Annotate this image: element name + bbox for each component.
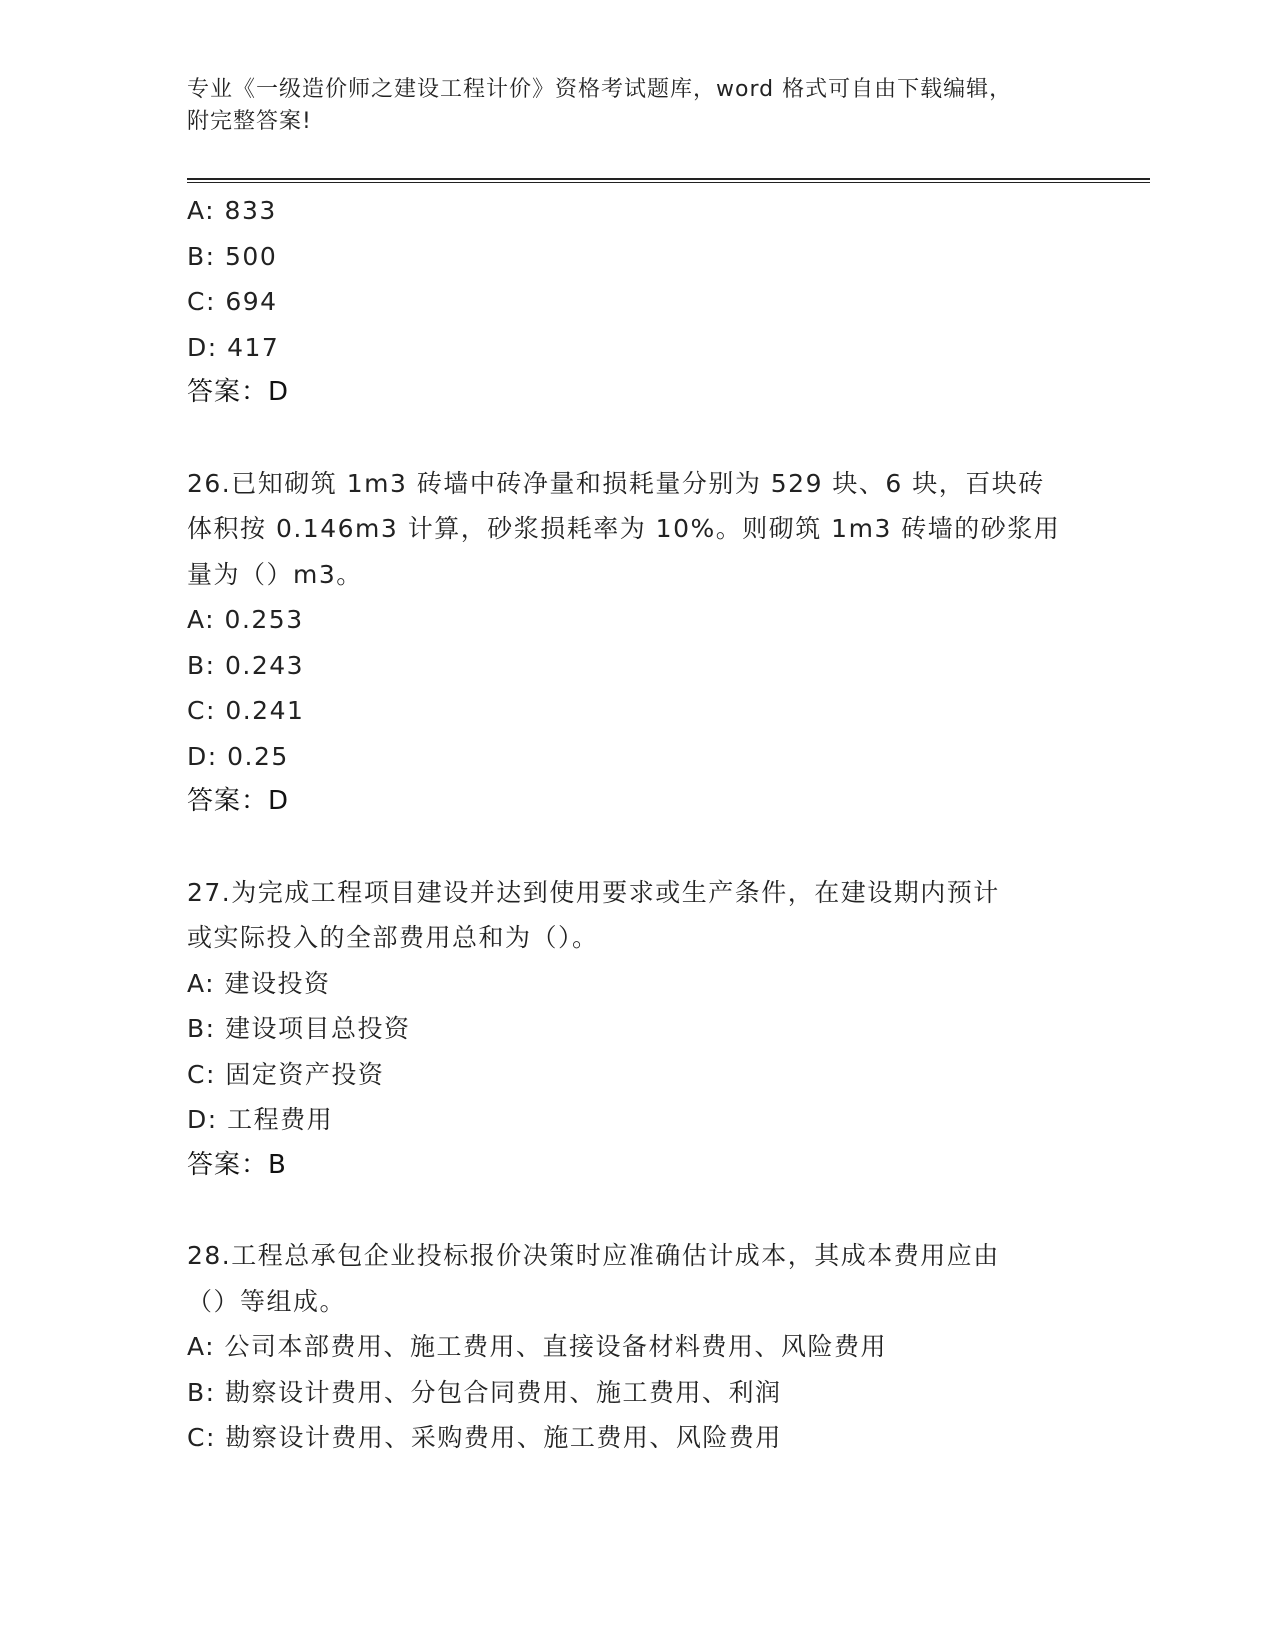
spacer: [187, 825, 1087, 870]
option-d: D: 0.25: [187, 741, 289, 771]
spacer: [187, 416, 1087, 461]
question-26: [187, 461, 1087, 825]
option-c: C: 0.241: [187, 696, 305, 725]
question-text-line: 或实际投入的全部费用总和为（）。: [187, 923, 599, 952]
question-28: [187, 1233, 1087, 1461]
question-text-line: （）等组成。: [187, 1286, 347, 1316]
option-a: A: 公司本部费用、施工费用、直接设备材料费用、风险费用: [187, 1332, 888, 1361]
page-header: [187, 74, 1087, 138]
prev-question-block: [187, 188, 1087, 416]
header-line-2: 附完整答案!: [187, 109, 312, 134]
option-d: D: 工程费用: [187, 1105, 334, 1134]
answer-line: 答案：D: [187, 786, 290, 816]
question-text-line: 26.已知砌筑 1m3 砖墙中砖净量和损耗量分别为 529 块、6 块，百块砖: [187, 468, 1045, 498]
option-c: C: 694: [187, 287, 278, 316]
option-a: A: 0.253: [187, 605, 304, 634]
option-c: C: 固定资产投资: [187, 1059, 385, 1089]
question-text-line: 28.工程总承包企业投标报价决策时应准确估计成本，其成本费用应由: [187, 1241, 1000, 1270]
answer-line: 答案：B: [187, 1149, 287, 1180]
spacer: [187, 1188, 1087, 1233]
option-b: B: 500: [187, 241, 278, 271]
option-a: A: 833: [187, 196, 277, 225]
option-d: D: 417: [187, 332, 280, 362]
answer-line: 答案：D: [187, 377, 290, 407]
header-line-1: 专业《一级造价师之建设工程计价》资格考试题库，word 格式可自由下载编辑，: [187, 77, 1013, 102]
option-a: A: 建设投资: [187, 968, 331, 998]
option-c: C: 勘察设计费用、采购费用、施工费用、风险费用: [187, 1423, 782, 1452]
question-text-line: 27.为完成工程项目建设并达到使用要求或生产条件，在建设期内预计: [187, 877, 1000, 907]
question-content: [187, 188, 1087, 1461]
question-text-line: 体积按 0.146m3 计算，砂浆损耗率为 10%。则砌筑 1m3 砖墙的砂浆用: [187, 514, 1061, 543]
option-b: B: 勘察设计费用、分包合同费用、施工费用、利润: [187, 1377, 782, 1407]
option-b: B: 0.243: [187, 650, 305, 680]
question-27: [187, 870, 1087, 1189]
header-divider: [187, 178, 1150, 183]
option-b: B: 建设项目总投资: [187, 1014, 411, 1043]
question-text-line: 量为（）m3。: [187, 559, 363, 589]
